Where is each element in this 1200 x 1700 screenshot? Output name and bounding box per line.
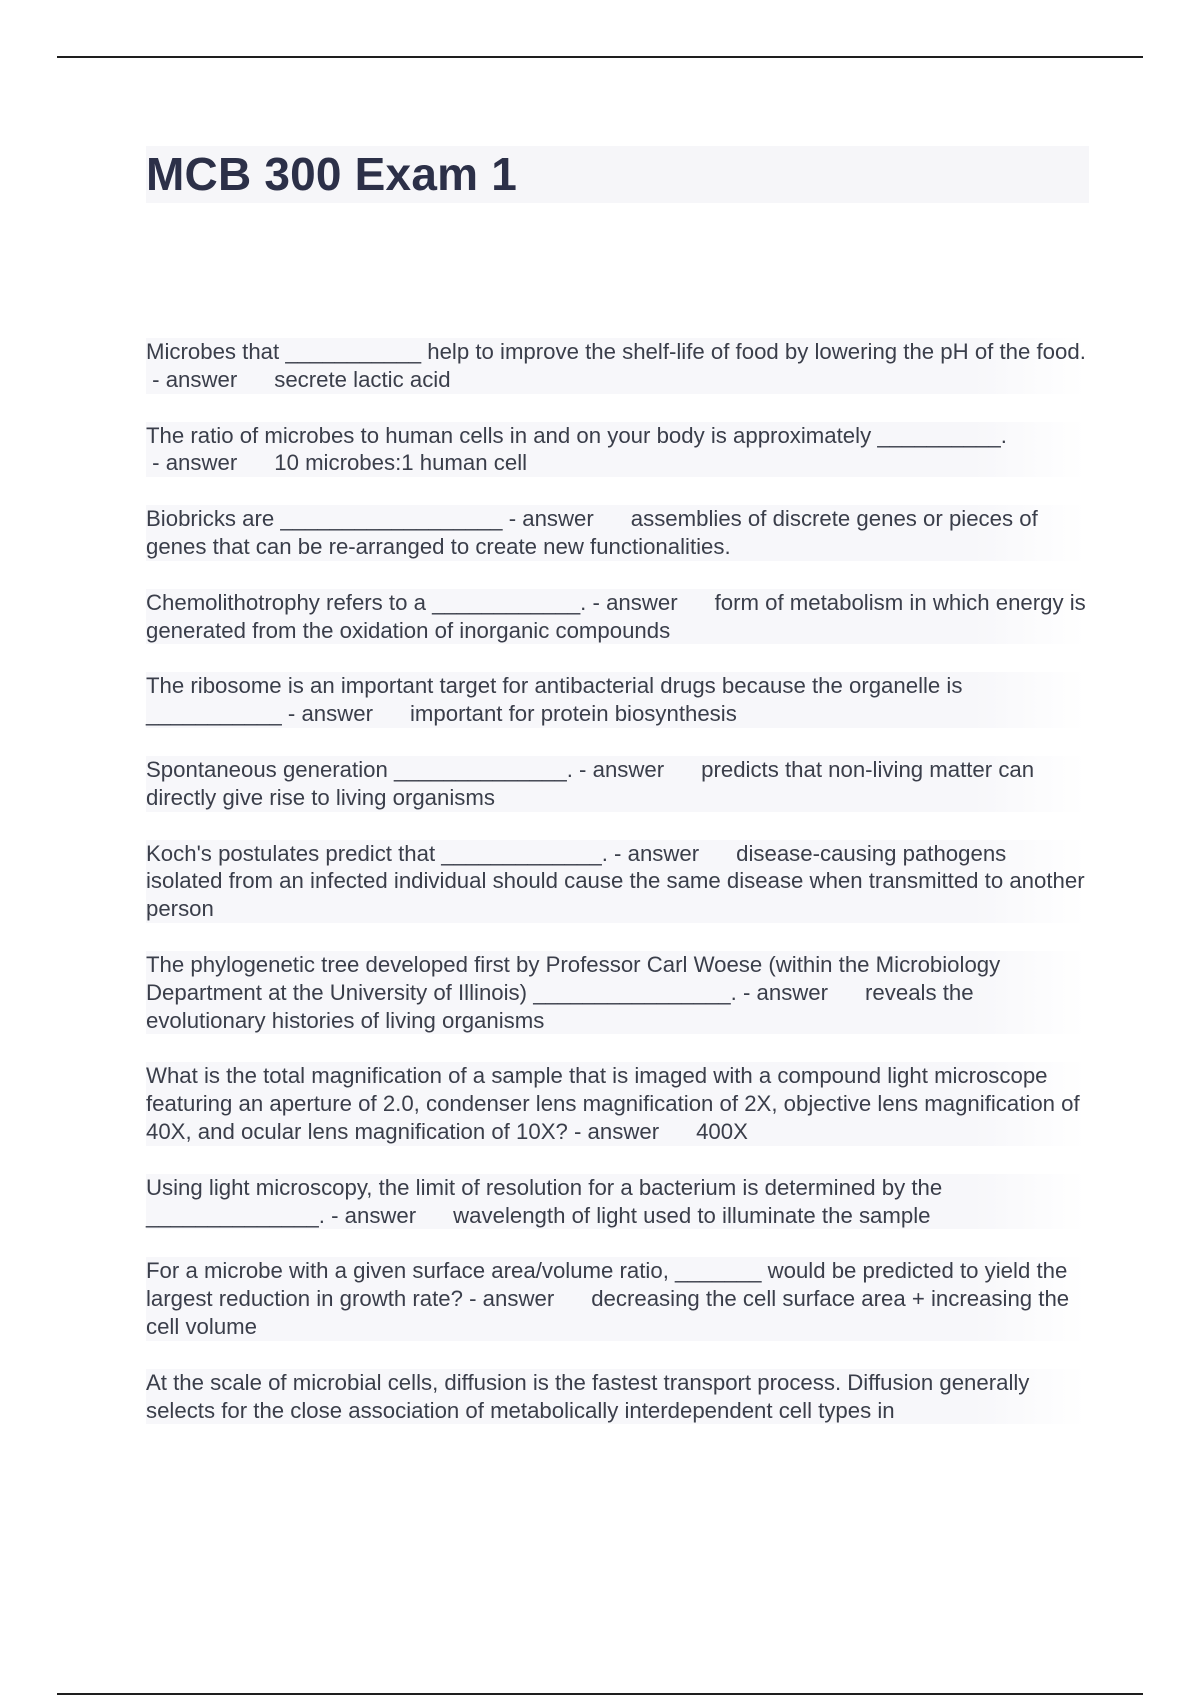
qa-list — [146, 338, 1086, 1452]
answer-separator: - answer — [462, 1286, 592, 1312]
question-text: Koch's postulates predict that _____________. — [146, 840, 608, 866]
qa-item — [146, 756, 1086, 812]
answer-separator: - answer — [502, 506, 631, 532]
question-text: The phylogenetic tree developed first by Professor Carl Woese (within the Microbiology Department at the University of Illinois) ________________. — [146, 951, 1001, 1005]
footer-rule — [57, 1693, 1143, 1695]
qa-item — [146, 589, 1086, 645]
answer-text: disease-causing pathogens isolated from an infected individual should cause the same disease when transmitted to another person — [146, 840, 1085, 922]
question-text: For a microbe with a given surface area/volume ratio, _______ would be predicted to yield the largest reduction in growth rate? — [146, 1258, 1068, 1312]
qa-item — [146, 840, 1086, 923]
qa-item — [146, 505, 1086, 561]
answer-separator: - answer — [586, 589, 715, 615]
question-text: Biobricks are __________________ — [146, 506, 503, 532]
qa-item — [146, 422, 1086, 478]
answer-text: wavelength of light used to illuminate the sample — [453, 1202, 931, 1228]
answer-separator: - answer — [146, 366, 275, 392]
qa-item — [146, 672, 1086, 728]
question-text: Spontaneous generation ______________. — [146, 756, 573, 782]
answer-text: predicts that non-living matter can directly give rise to living organisms — [146, 756, 1035, 810]
question-text: The ratio of microbes to human cells in and on your body is approximately __________. — [146, 422, 1007, 448]
answer-text: important for protein biosynthesis — [409, 701, 737, 727]
qa-item — [146, 338, 1086, 394]
answer-separator: - answer — [607, 840, 737, 866]
answer-text: 10 microbes:1 human cell — [274, 450, 528, 476]
answer-text: assemblies of discrete genes or pieces of genes that can be re-arranged to create new functionalities. — [146, 506, 1038, 559]
qa-item — [146, 1369, 1086, 1425]
answer-text: decreasing the cell surface area + increasing the cell volume — [146, 1286, 1070, 1339]
header-rule — [57, 56, 1143, 58]
qa-item — [146, 1174, 1086, 1230]
question-text: Chemolithotrophy refers to a ____________. — [146, 589, 587, 615]
answer-separator: - answer — [281, 701, 410, 727]
page-title: MCB 300 Exam 1 — [146, 148, 517, 200]
answer-separator: - answer — [736, 979, 866, 1005]
answer-text: form of metabolism in which energy is generated from the oxidation of inorganic compounds — [146, 589, 1086, 643]
answer-text: reveals the evolutionary histories of living organisms — [146, 979, 974, 1033]
qa-item — [146, 1062, 1086, 1145]
qa-item — [146, 1257, 1086, 1340]
question-text: Using light microscopy, the limit of resolution for a bacterium is determined by the ______________. — [146, 1174, 943, 1228]
question-text: What is the total magnification of a sample that is imaged with a compound light microscope featuring an aperture of 2.0, condenser lens magnification of 2X, objective lens magnification of 40X, and ocular lens magnification of 10X? — [146, 1063, 1080, 1144]
answer-separator: - answer — [572, 756, 702, 782]
answer-text: secrete lactic acid — [274, 366, 451, 392]
answer-separator: - answer — [567, 1118, 697, 1144]
question-text: The ribosome is an important target for antibacterial drugs because the organelle is ___________ — [146, 673, 963, 727]
answer-separator: - answer — [146, 450, 275, 476]
question-text: Microbes that ___________ help to improve the shelf-life of food by lowering the pH of the food. — [146, 339, 1086, 364]
qa-item — [146, 951, 1086, 1034]
question-text: At the scale of microbial cells, diffusion is the fastest transport process. Diffusion generally selects for the close association of metabolically interdependent cell types in — [146, 1369, 1030, 1423]
answer-separator: - answer — [324, 1202, 454, 1228]
answer-text: 400X — [696, 1118, 748, 1144]
